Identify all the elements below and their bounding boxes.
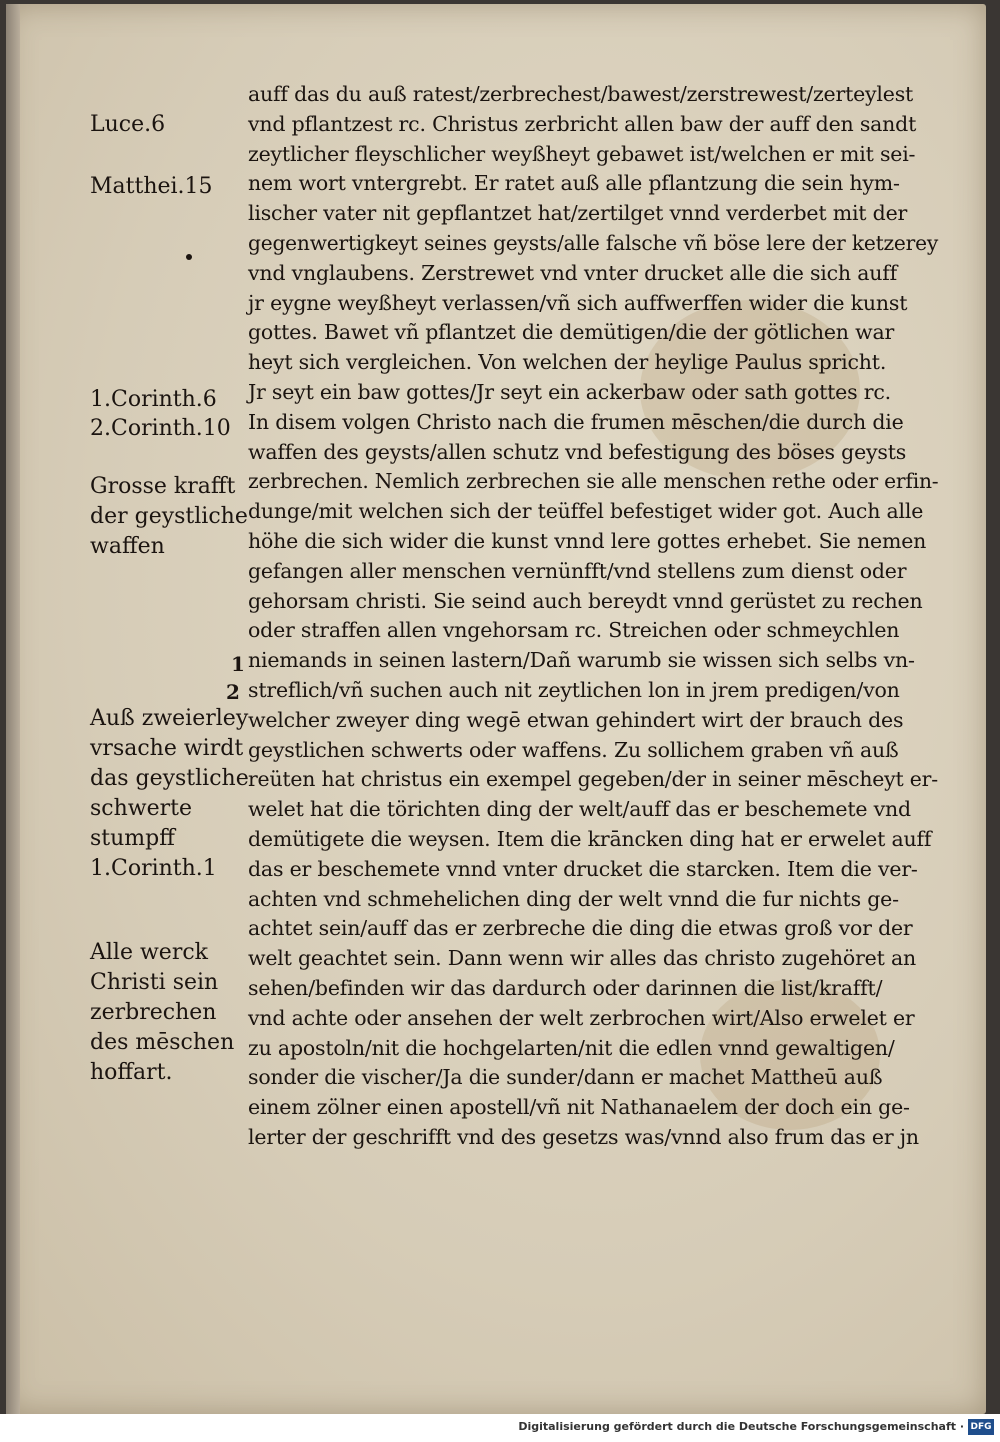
- enumeration-marker-2: 2: [226, 680, 240, 704]
- text-line: niemands in seinen lastern/Dañ warumb sie wissen sich selbs vn-: [248, 648, 915, 673]
- text-line: gehorsam christi. Sie seind auch bereydt vnnd gerüstet zu rechen: [248, 588, 923, 613]
- funding-notice: Digitalisierung gefördert durch die Deutsche Forschungsgemeinschaft ·: [518, 1420, 964, 1433]
- text-line: gegenwertigkeyt seines geysts/alle falsche vñ böse lere der ketzerey: [248, 230, 939, 255]
- text-line: sehen/befinden wir das dardurch oder darinnen die list/krafft/: [248, 975, 883, 1000]
- text-line: lischer vater nit gepflantzet hat/zertilget vnnd verderbet mit der: [248, 201, 908, 226]
- text-line: achtet sein/auff das er zerbreche die ding die etwas groß vor der: [248, 916, 913, 941]
- text-line: heyt sich vergleichen. Von welchen der heylige Paulus spricht.: [248, 350, 887, 375]
- text-line: demütigete die weysen. Item die krāncken ding hat er erwelet auff: [248, 826, 932, 851]
- text-line: reüten hat christus ein exempel gegeben/der in seiner mēscheyt er-: [248, 767, 938, 792]
- text-line: welt geachtet sein. Dann wenn wir alles das christo zugehöret an: [248, 946, 916, 971]
- text-line: vnd achte oder ansehen der welt zerbrochen wirt/Also erwelet er: [248, 1005, 915, 1030]
- text-line: lerter der geschrifft vnd des gesetzs was/vnnd also frum das er jn: [248, 1124, 919, 1149]
- text-line: welcher zweyer ding wegē etwan gehindert wirt der brauch des: [248, 707, 904, 732]
- text-line: höhe die sich wider die kunst vnnd lere gottes erhebet. Sie nemen: [248, 528, 927, 553]
- text-line: achten vnd schmehelichen ding der welt vnnd die fur nichts ge-: [248, 886, 899, 911]
- text-line: zeytlicher fleyschlicher weyßheyt gebawet ist/welchen er mit sei-: [248, 141, 916, 166]
- text-line: nem wort vntergrebt. Er ratet auß alle pflantzung die sein hym-: [248, 171, 900, 196]
- margin-note-luke: Luce.6: [90, 112, 166, 137]
- text-line: dunge/mit welchen sich der teüffel befestiget wider got. Auch alle: [248, 499, 924, 524]
- page-spine-shadow: [6, 4, 20, 1414]
- text-line: zu apostoln/nit die hochgelarten/nit die edlen vnnd gewaltigen/: [248, 1035, 895, 1060]
- text-line: streflich/vñ suchen auch nit zeytlichen lon in jrem predigen/von: [248, 677, 900, 702]
- enumeration-marker-1: 1: [231, 652, 245, 676]
- main-text-column: [248, 80, 938, 1153]
- margin-note-spiritual-weapons: Grosse krafft der geystliche waffen: [90, 474, 248, 559]
- text-line: vnd pflantzest rc. Christus zerbricht allen baw der auff den sandt: [248, 111, 917, 136]
- text-line: jr eygne weyßheyt verlassen/vñ sich auffwerffen wider die kunst: [248, 290, 908, 315]
- margin-note-corinth-10: 2.Corinth.10: [90, 416, 231, 441]
- margin-dot: [186, 254, 192, 260]
- text-line: welet hat die törichten ding der welt/auff das er beschemete vnd: [248, 797, 911, 822]
- text-line: geystlichen schwerts oder waffens. Zu sollichem graben vñ auß: [248, 737, 899, 762]
- text-line: gottes. Bawet vñ pflantzet die demütigen/die der götlichen war: [248, 320, 895, 345]
- text-line: waffen des geysts/allen schutz vnd befestigung des böses geysts: [248, 439, 907, 464]
- text-line: In disem volgen Christo nach die frumen mēschen/die durch die: [248, 409, 904, 434]
- text-line: auff das du auß ratest/zerbrechest/bawest/zerstrewest/zerteylest: [248, 82, 914, 106]
- margin-note-corinth-6: 1.Corinth.6: [90, 387, 217, 412]
- text-line: gefangen aller menschen vernünfft/vnd stellens zum dienst oder: [248, 558, 907, 583]
- text-line: vnd vnglaubens. Zerstrewet vnd vnter drucket alle die sich auff: [248, 260, 898, 285]
- text-line: einem zölner einen apostell/vñ nit Nathanaelem der doch ein ge-: [248, 1095, 910, 1120]
- text-line: sonder die vischer/Ja die sunder/dann er machet Mattheū auß: [248, 1065, 883, 1090]
- text-line: oder straffen allen vngehorsam rc. Streichen oder schmeychlen: [248, 618, 900, 643]
- margin-note-matthew: Matthei.15: [90, 174, 213, 199]
- margin-note-works-of-christ: Alle werck Christi sein zerbrechen des mēschen hoffart.: [90, 940, 235, 1085]
- text-line: Jr seyt ein baw gottes/Jr seyt ein ackerbaw oder sath gottes rc.: [248, 379, 891, 404]
- text-line: zerbrechen. Nemlich zerbrechen sie alle menschen rethe oder erfin-: [248, 469, 939, 494]
- dfg-logo: DFG: [968, 1419, 994, 1435]
- footer-bar: [0, 1414, 1000, 1442]
- margin-note-two-causes: Auß zweierley vrsache wirdt das geystliche schwerte stumpff 1.Corinth.1: [90, 706, 249, 881]
- text-line: das er beschemete vnnd vnter drucket die starcken. Item die ver-: [248, 856, 918, 881]
